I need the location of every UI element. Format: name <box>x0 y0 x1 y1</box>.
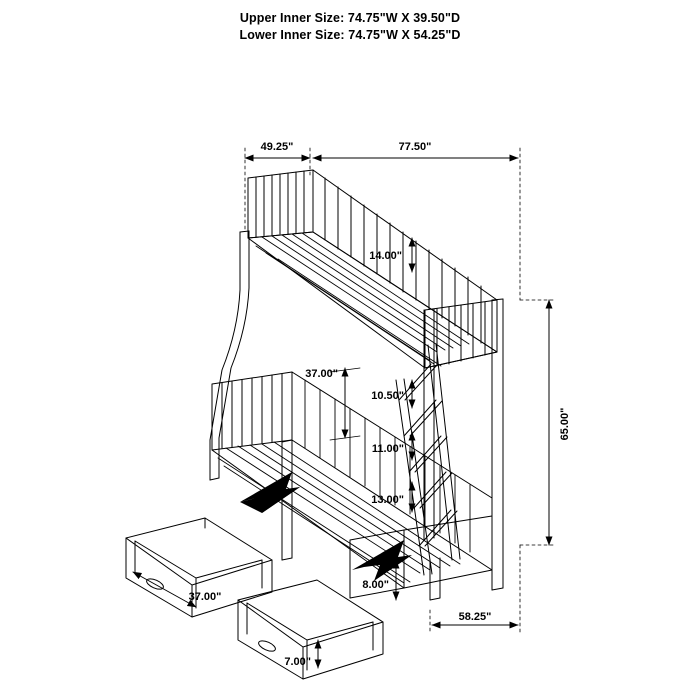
upper-bunk <box>248 170 497 368</box>
internal-dimension-arrows <box>133 238 412 668</box>
dim-top-left: 49.25" <box>260 141 294 153</box>
dim-drawer-width: 37.00" <box>188 591 222 603</box>
upper-inner-size-label: Upper Inner Size: 74.75"W X 39.50"D <box>239 11 461 25</box>
dim-ladder-step-1: 10.50" <box>371 390 404 402</box>
dim-base-depth: 58.25" <box>458 611 492 623</box>
lower-inner-size-label: Lower Inner Size: 74.75"W X 54.25"D <box>239 28 461 42</box>
lower-bunk <box>212 372 492 598</box>
ladder <box>396 344 460 575</box>
dimension-labels <box>189 141 571 668</box>
dim-top-right: 77.50" <box>398 141 432 153</box>
dim-upper-rail-height: 14.00" <box>369 250 402 262</box>
dim-ladder-bottom: 8.00" <box>362 579 389 591</box>
dim-drawer-height: 7.00" <box>284 656 311 668</box>
drawer-motion-arrows <box>240 472 412 581</box>
dim-ladder-step-3: 13.00" <box>371 494 404 506</box>
bed-posts <box>210 231 503 600</box>
dim-lower-clearance: 37.00" <box>305 368 338 380</box>
dim-overall-height: 65.00" <box>559 407 571 441</box>
dim-ladder-step-2: 11.00" <box>371 443 404 455</box>
